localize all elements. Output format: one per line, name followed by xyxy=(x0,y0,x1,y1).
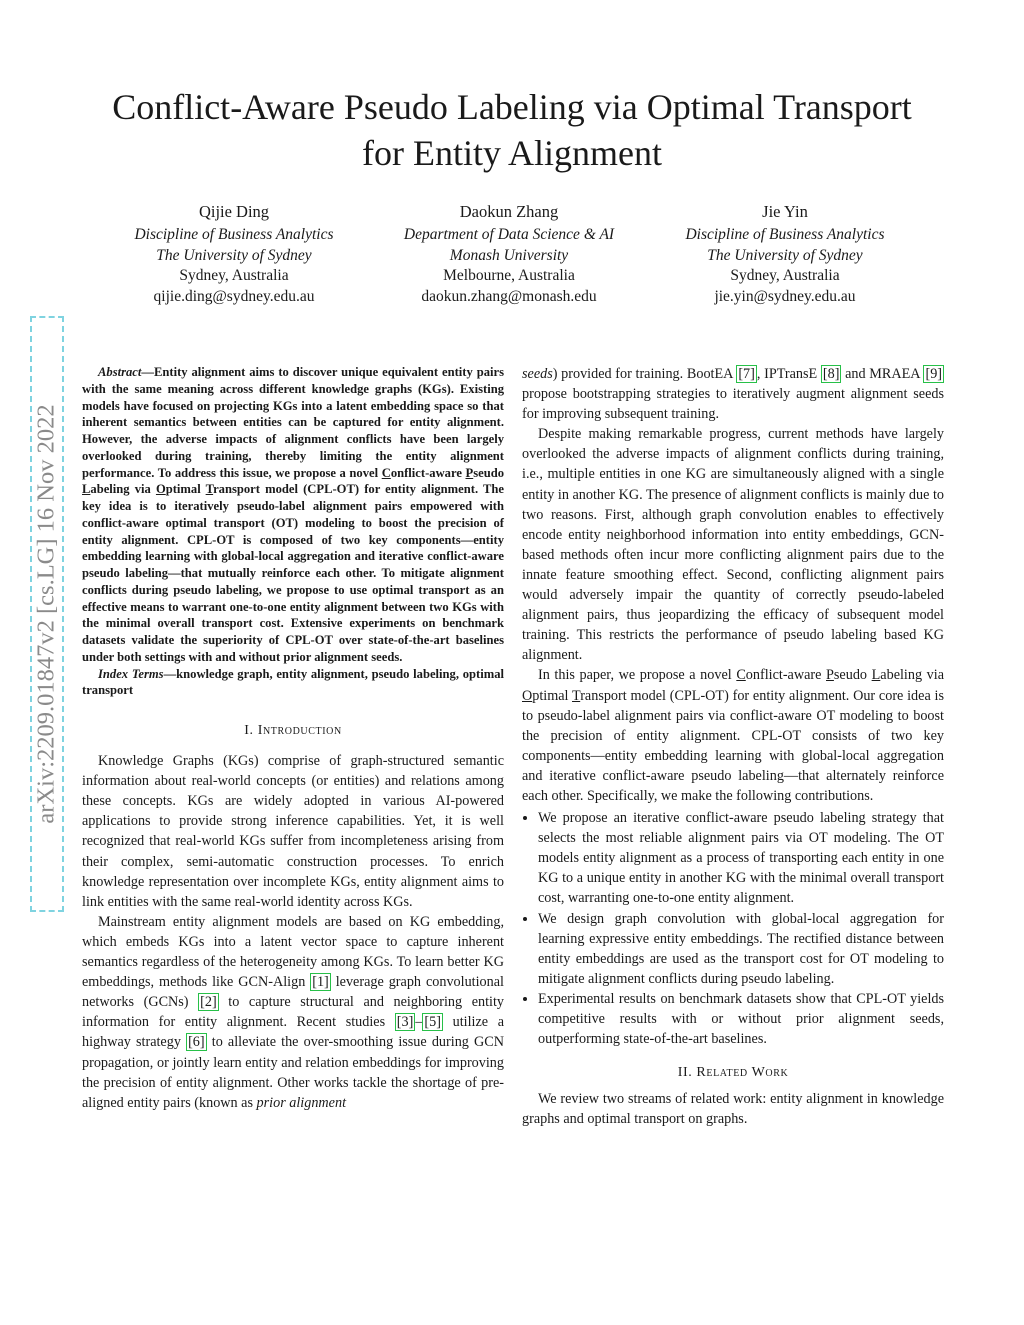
author-location: Sydney, Australia xyxy=(179,267,289,285)
list-item: • We propose an iterative conflict-aware pseudo labeling strategy that selects the most reliable alignment pairs via OT modeling. The OT models entity alignment as a process of transporting each entity in one KG to a unique entity in another KG with the minimal overall transport cost, warranting one-to-one entity alignment. xyxy=(538,808,944,908)
intro-paragraph-1: Knowledge Graphs (KGs) comprise of graph-structured semantic information about real-world concepts (or entities) and relations among these concepts. KGs are widely adopted in various AI-powered applications to provide strong inference capabilities. Yet, it is well recognized that real-world KGs suffer from incompleteness arising from their complex, semi-automatic construction processes. To enrich knowledge representation over incomplete KGs, entity alignment aims to link entities with the same real-world identity across KGs. xyxy=(82,753,504,910)
contribution-list xyxy=(522,808,944,1049)
author-location: Sydney, Australia xyxy=(730,267,840,285)
author-dept: Discipline of Business Analytics xyxy=(134,225,334,243)
author-name: Qijie Ding xyxy=(198,202,270,221)
author-block-3 xyxy=(640,202,930,308)
author-dept: Department of Data Science & AI xyxy=(403,225,615,243)
citation-link[interactable]: [1] xyxy=(312,974,329,991)
intro-paragraph-4: In this paper, we propose a novel Conflict-aware Pseudo Labeling via Optimal Transport model (CPL-OT) for entity alignment. Our core idea is to pseudo-label alignment pairs via conflict-aware OT modeling to boost the precision of entity alignment. CPL-OT consists of two key components—entity embedding learning with global-local aggregation and iterative conflict-aware pseudo labeling—that alternately reinforce each other. Specifically, we make the following contributions. xyxy=(522,667,944,804)
citation-link[interactable]: [3] xyxy=(396,1014,414,1031)
citation-link[interactable]: [9] xyxy=(925,366,943,382)
section-heading-related-work: II. Related Work xyxy=(677,1065,789,1081)
citation-link[interactable]: [2] xyxy=(200,994,217,1011)
author-name: Daokun Zhang xyxy=(459,202,559,221)
author-dept: Discipline of Business Analytics xyxy=(685,225,885,243)
abstract: Abstract—Entity alignment aims to discover unique equivalent entity pairs with the same meaning across different knowledge graphs (KGs). Existing models have focused on projecting KGs into a latent embedding space so that inherent semantics between entities can be captured for entity alignment. However, the adverse impacts of alignment conflicts have been largely overlooked during training, thereby limiting the entity alignment performance. To address this issue, we propose a novel Conflict-aware Pseudo Labeling via Optimal Transport model (CPL-OT) for entity alignment. The key idea is to iteratively pseudo-label alignment pairs empowered with conflict-aware optimal transport (OT) modeling to boost the precision of entity alignment. CPL-OT is composed of two key components—entity embedding learning with global-local aggregation and iterative conflict-aware pseudo labeling—that mutually reinforce each other. To mitigate alignment conflicts during pseudo labeling, we propose to use optimal transport as an effective means to warrant one-to-one entity alignment between two KGs with the minimal overall transport cost. Extensive experiments on benchmark datasets validate the superiority of CPL-OT over state-of-the-art baselines under both settings with and without prior alignment seeds. xyxy=(82,365,504,664)
continued-paragraph: seeds) provided for training. BootEA [7] , IPTransE [8] and MRAEA [9] propose bootstrapping strategies to iteratively augment alignment seeds for improving subsequent training. xyxy=(522,366,944,423)
author-inst: The University of Sydney xyxy=(707,246,863,264)
index-terms: Index Terms—knowledge graph, entity alignment, pseudo labeling, optimal transport xyxy=(82,666,505,698)
author-email: qijie.ding@sydney.edu.au xyxy=(153,288,315,306)
list-item: • Experimental results on benchmark datasets show that CPL-OT yields competitive results with or without prior alignment seeds, outperforming state-of-the-art baselines. xyxy=(538,989,944,1049)
author-location: Melbourne, Australia xyxy=(443,267,575,285)
right-column xyxy=(522,364,944,1129)
author-name: Jie Yin xyxy=(762,202,808,221)
author-email: jie.yin@sydney.edu.au xyxy=(714,288,856,306)
author-block-2 xyxy=(364,202,654,308)
related-work-paragraph: We review two streams of related work: entity alignment in knowledge graphs and optimal transport on graphs. xyxy=(522,1091,944,1128)
arxiv-id-text: arXiv:2209.01847v2 [cs.LG] 16 Nov 2022 xyxy=(33,404,61,824)
paper-title: Conflict-Aware Pseudo Labeling via Optimal Transport for Entity Alignment xyxy=(112,87,912,173)
citation-link[interactable]: [8] xyxy=(822,366,840,382)
arxiv-sidebar-stamp xyxy=(30,316,64,912)
list-item: • We design graph convolution with global-local aggregation for learning expressive entity embeddings. The rectified distance between entity embeddings are used as the transport cost for OT modeling to mitigate alignment conflicts during pseudo labeling. xyxy=(538,909,944,989)
citation-link[interactable]: [7] xyxy=(738,366,755,382)
author-email: daokun.zhang@monash.edu xyxy=(421,288,597,306)
author-inst: The University of Sydney xyxy=(156,246,312,264)
intro-paragraph-3: Despite making remarkable progress, current methods have largely overlooked the adverse impacts of alignment conflicts during training, i.e., multiple entities in one KG are simultaneously aligned with a single entity in another KG. The presence of alignment conflicts is mainly due to two reasons. First, although graph convolution enables to effectively encode entity neighborhood information into entity embeddings, GCN-based methods often incur more conflicting alignment pairs due to the innate feature smoothing effect. Second, conflicting alignment pairs would adversely impair the quantity of correctly pseudo-labeled alignment pairs, thus jeopardizing the efficacy of subsequent model training. This restricts the performance of pseudo labeling based KG alignment. xyxy=(522,426,944,664)
index-terms-label: Index Terms xyxy=(98,666,164,681)
intro-paragraph-2: Mainstream entity alignment models are based on KG embedding, which embeds KGs into a latent vector space to capture inherent semantics regardless of the heterogeneity among KGs. To learn better KG embeddings, methods like GCN-Align [1] leverage graph convolutional networks (GCNs) [2] to capture structural and neighboring entity information for entity alignment. Recent studies [3] – [5] utilize a highway strategy [6] to alleviate the over-smoothing issue during GCN propagation, or jointly learn entity and relation embeddings for improving the precision of entity alignment. Other works tackle the shortage of pre-aligned entity pairs (known as prior alignment xyxy=(82,913,504,1111)
abstract-label: Abstract xyxy=(98,365,142,379)
left-column xyxy=(82,364,504,1113)
section-heading-introduction: I. Introduction xyxy=(244,723,342,738)
citation-link[interactable]: [5] xyxy=(424,1014,441,1031)
citation-link[interactable]: [6] xyxy=(188,1034,205,1051)
author-block-1 xyxy=(89,202,379,308)
author-inst: Monash University xyxy=(449,246,569,264)
